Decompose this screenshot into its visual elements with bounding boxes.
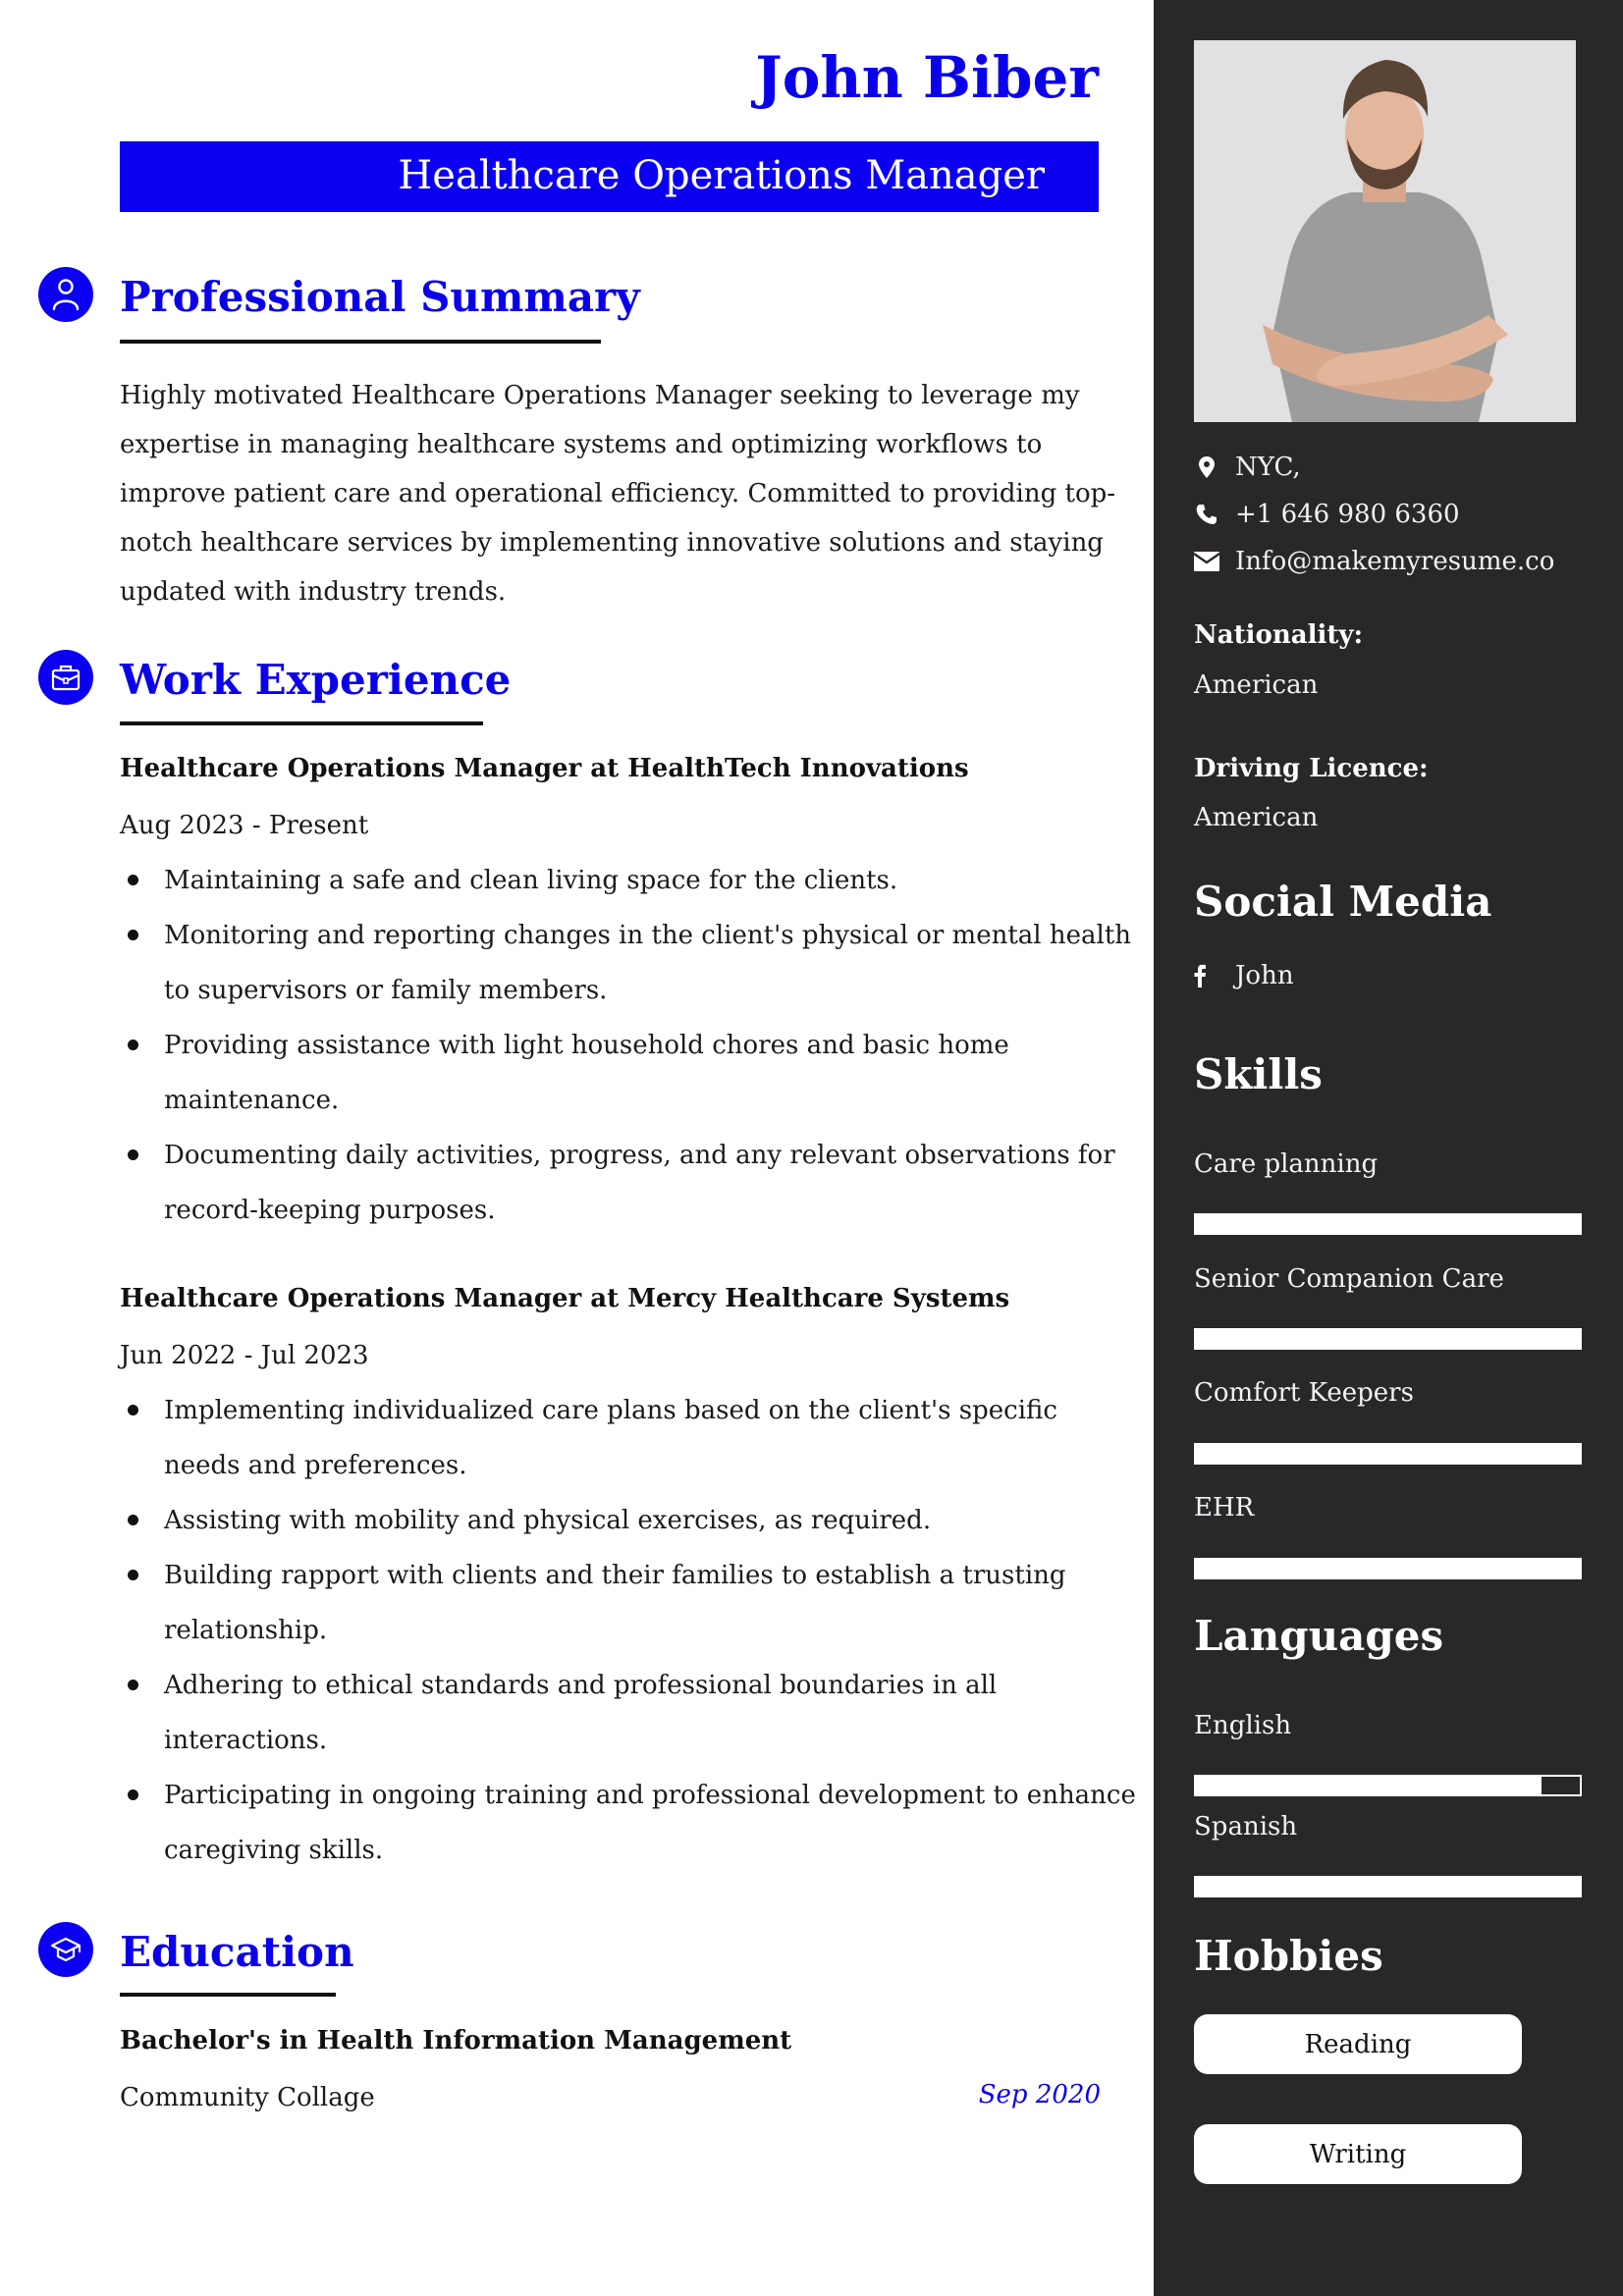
job-title-banner [120, 141, 1099, 212]
hobbies-heading: Hobbies [1194, 1932, 1383, 1980]
bullet-icon [128, 930, 138, 940]
language-name: English [1194, 1711, 1292, 1740]
skill-name: Senior Companion Care [1194, 1264, 1504, 1294]
briefcase-icon [38, 650, 93, 705]
bullet-icon [128, 1680, 138, 1690]
summary-line: Highly motivated Healthcare Operations Manager seeking to leverage my [120, 381, 1080, 410]
language-level-fill [1196, 1777, 1542, 1794]
summary-line: expertise in managing healthcare systems and optimizing workflows to [120, 430, 1043, 459]
section-title-experience: Work Experience [120, 656, 512, 704]
job-heading: Healthcare Operations Manager at Mercy Healthcare Systems [120, 1284, 1010, 1313]
location-text: NYC, [1235, 453, 1301, 482]
email-text[interactable]: Info@makemyresume.co [1235, 547, 1555, 576]
licence-label: Driving Licence: [1194, 754, 1429, 783]
languages-heading: Languages [1194, 1612, 1444, 1660]
job-bullet-continued: maintenance. [164, 1086, 340, 1115]
licence-value: American [1194, 803, 1319, 832]
skill-level-fill [1196, 1330, 1580, 1348]
job-bullet: Adhering to ethical standards and professional boundaries in all [164, 1671, 998, 1700]
job-heading: Healthcare Operations Manager at HealthTech Innovations [120, 754, 969, 783]
language-level-fill [1196, 1878, 1580, 1896]
skill-level-fill [1196, 1445, 1580, 1463]
hobby-tag: Reading [1194, 2014, 1522, 2074]
sidebar [1154, 0, 1623, 2296]
job-bullet: Implementing individualized care plans based on the client's specific [164, 1396, 1057, 1425]
job-bullet: Maintaining a safe and clean living space for the clients. [164, 866, 898, 895]
candidate-name: John Biber [755, 44, 1099, 111]
bullet-icon [128, 1789, 138, 1800]
skill-level-bar [1194, 1443, 1582, 1465]
bullet-icon [128, 1149, 138, 1160]
bullet-icon [128, 1405, 138, 1415]
nationality-value: American [1194, 670, 1319, 700]
job-bullet: Monitoring and reporting changes in the client's physical or mental health [164, 921, 1132, 950]
skill-level-bar [1194, 1328, 1582, 1350]
job-dates: Aug 2023 - Present [120, 811, 369, 840]
job-bullet: Participating in ongoing training and professional development to enhance [164, 1781, 1136, 1810]
section-divider [120, 340, 601, 344]
job-dates: Jun 2022 - Jul 2023 [120, 1341, 369, 1370]
job-bullet-continued: to supervisors or family members. [164, 976, 608, 1005]
education-date: Sep 2020 [978, 2080, 1101, 2109]
profile-photo [1194, 40, 1576, 422]
language-level-bar [1194, 1775, 1582, 1796]
contact-phone [1194, 500, 1460, 529]
summary-line: updated with industry trends. [120, 577, 507, 607]
job-bullet-continued: record-keeping purposes. [164, 1196, 496, 1225]
facebook-icon [1194, 963, 1219, 988]
job-bullet: Documenting daily activities, progress, and any relevant observations for [164, 1141, 1115, 1170]
bullet-icon [128, 1040, 138, 1050]
contact-email [1194, 547, 1554, 576]
map-pin-icon [1194, 454, 1219, 480]
skill-level-fill [1196, 1560, 1580, 1577]
section-divider [120, 1993, 336, 1997]
job-bullet: Providing assistance with light household chores and basic home [164, 1031, 1009, 1060]
facebook-text[interactable]: John [1235, 961, 1294, 990]
user-icon [38, 267, 93, 322]
job-bullet-continued: interactions. [164, 1726, 328, 1755]
phone-icon [1194, 502, 1219, 527]
job-bullet-continued: needs and preferences. [164, 1451, 467, 1480]
nationality-label: Nationality: [1194, 620, 1364, 650]
phone-text[interactable]: +1 646 980 6360 [1235, 500, 1460, 529]
skill-name: Comfort Keepers [1194, 1378, 1414, 1408]
school-name: Community Collage [120, 2083, 375, 2112]
section-divider [120, 721, 483, 725]
social-media-heading: Social Media [1194, 878, 1492, 926]
job-title: Healthcare Operations Manager [398, 153, 1045, 198]
social-facebook[interactable] [1194, 961, 1294, 990]
bullet-icon [128, 1570, 138, 1580]
job-bullet-continued: relationship. [164, 1616, 328, 1645]
skills-heading: Skills [1194, 1050, 1323, 1098]
job-bullet: Assisting with mobility and physical exercises, as required. [164, 1506, 932, 1535]
job-bullet-continued: caregiving skills. [164, 1836, 384, 1865]
bullet-icon [128, 1515, 138, 1525]
skill-level-fill [1196, 1215, 1580, 1233]
skill-name: Care planning [1194, 1149, 1379, 1179]
bullet-icon [128, 875, 138, 885]
envelope-icon [1194, 549, 1219, 574]
skill-name: EHR [1194, 1493, 1255, 1522]
degree-title: Bachelor's in Health Information Management [120, 2026, 792, 2056]
language-level-bar [1194, 1876, 1582, 1897]
language-name: Spanish [1194, 1812, 1298, 1842]
skill-level-bar [1194, 1213, 1582, 1235]
section-title-education: Education [120, 1928, 354, 1976]
section-title-summary: Professional Summary [120, 273, 640, 321]
summary-line: notch healthcare services by implementing innovative solutions and staying [120, 528, 1104, 558]
skill-level-bar [1194, 1558, 1582, 1579]
hobby-tag: Writing [1194, 2124, 1522, 2184]
contact-location [1194, 453, 1301, 482]
graduation-cap-icon [38, 1922, 93, 1977]
job-bullet: Building rapport with clients and their families to establish a trusting [164, 1561, 1066, 1590]
summary-line: improve patient care and operational efficiency. Committed to providing top- [120, 479, 1116, 508]
